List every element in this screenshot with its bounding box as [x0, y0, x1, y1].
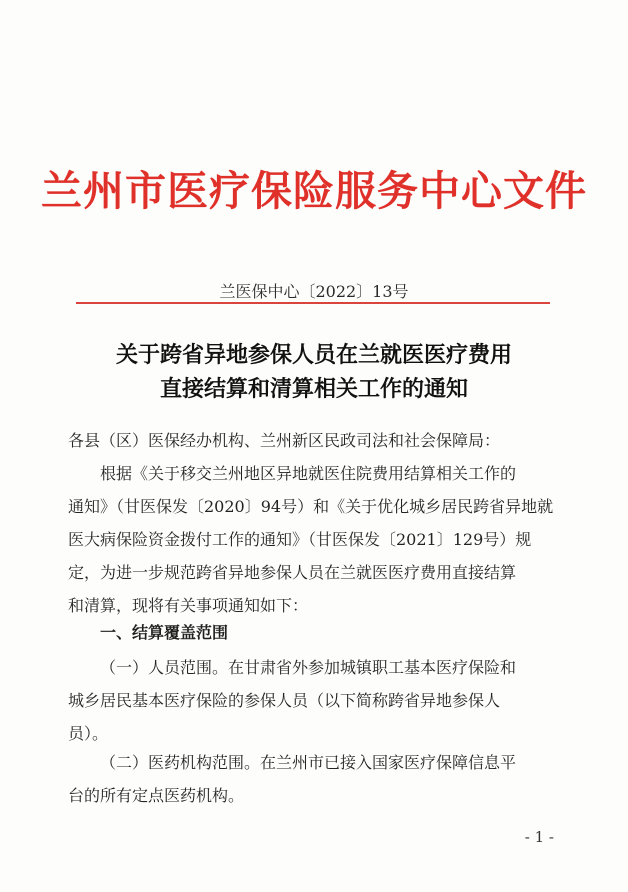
notice-title-line-1: 关于跨省异地参保人员在兰就医医疗费用 [115, 342, 512, 368]
paragraph-line: 根据《关于移交兰州地区异地就医住院费用结算相关工作的 [100, 464, 517, 483]
notice-title-line-2: 直接结算和清算相关工作的通知 [159, 376, 468, 402]
item-institution-scope [68, 746, 568, 812]
document-number: 兰医保中心〔2022〕13号 [219, 282, 409, 301]
page-number: - 1 - [524, 828, 554, 846]
red-divider-line [76, 302, 550, 304]
item-line: （一）人员范围。在甘肃省外参加城镇职工基本医疗保险和 [100, 658, 517, 677]
notice-title [0, 338, 628, 406]
item-line: 台的所有定点医药机构。 [68, 786, 245, 805]
item-line: 城乡居民基本医疗保险的参保人员（以下简称跨省异地参保人 [68, 691, 501, 710]
item-personnel-scope [68, 651, 568, 750]
paragraph-basis [68, 457, 568, 622]
recipients-line [68, 424, 568, 457]
paragraph-line: 定，为进一步规范跨省异地参保人员在兰就医医疗费用直接结算 [68, 563, 517, 582]
recipients-text: 各县（区）医保经办机构、兰州新区民政司法和社会保障局： [68, 431, 501, 450]
item-line: （二）医药机构范围。在兰州市已接入国家医疗保障信息平 [100, 753, 517, 772]
issuer-header-title: 兰州市医疗保险服务中心文件 [41, 167, 587, 215]
paragraph-line: 通知》（甘医保发〔2020〕94号）和《关于优化城乡居民跨省异地就 [68, 497, 554, 516]
paragraph-line: 和清算，现将有关事项通知如下： [68, 596, 309, 615]
paragraph-line: 医大病保险资金拨付工作的通知》（甘医保发〔2021〕129号）规 [68, 530, 532, 549]
item-line: 员）。 [68, 724, 109, 743]
section-heading-1: 一、结算覆盖范围 [100, 623, 229, 642]
